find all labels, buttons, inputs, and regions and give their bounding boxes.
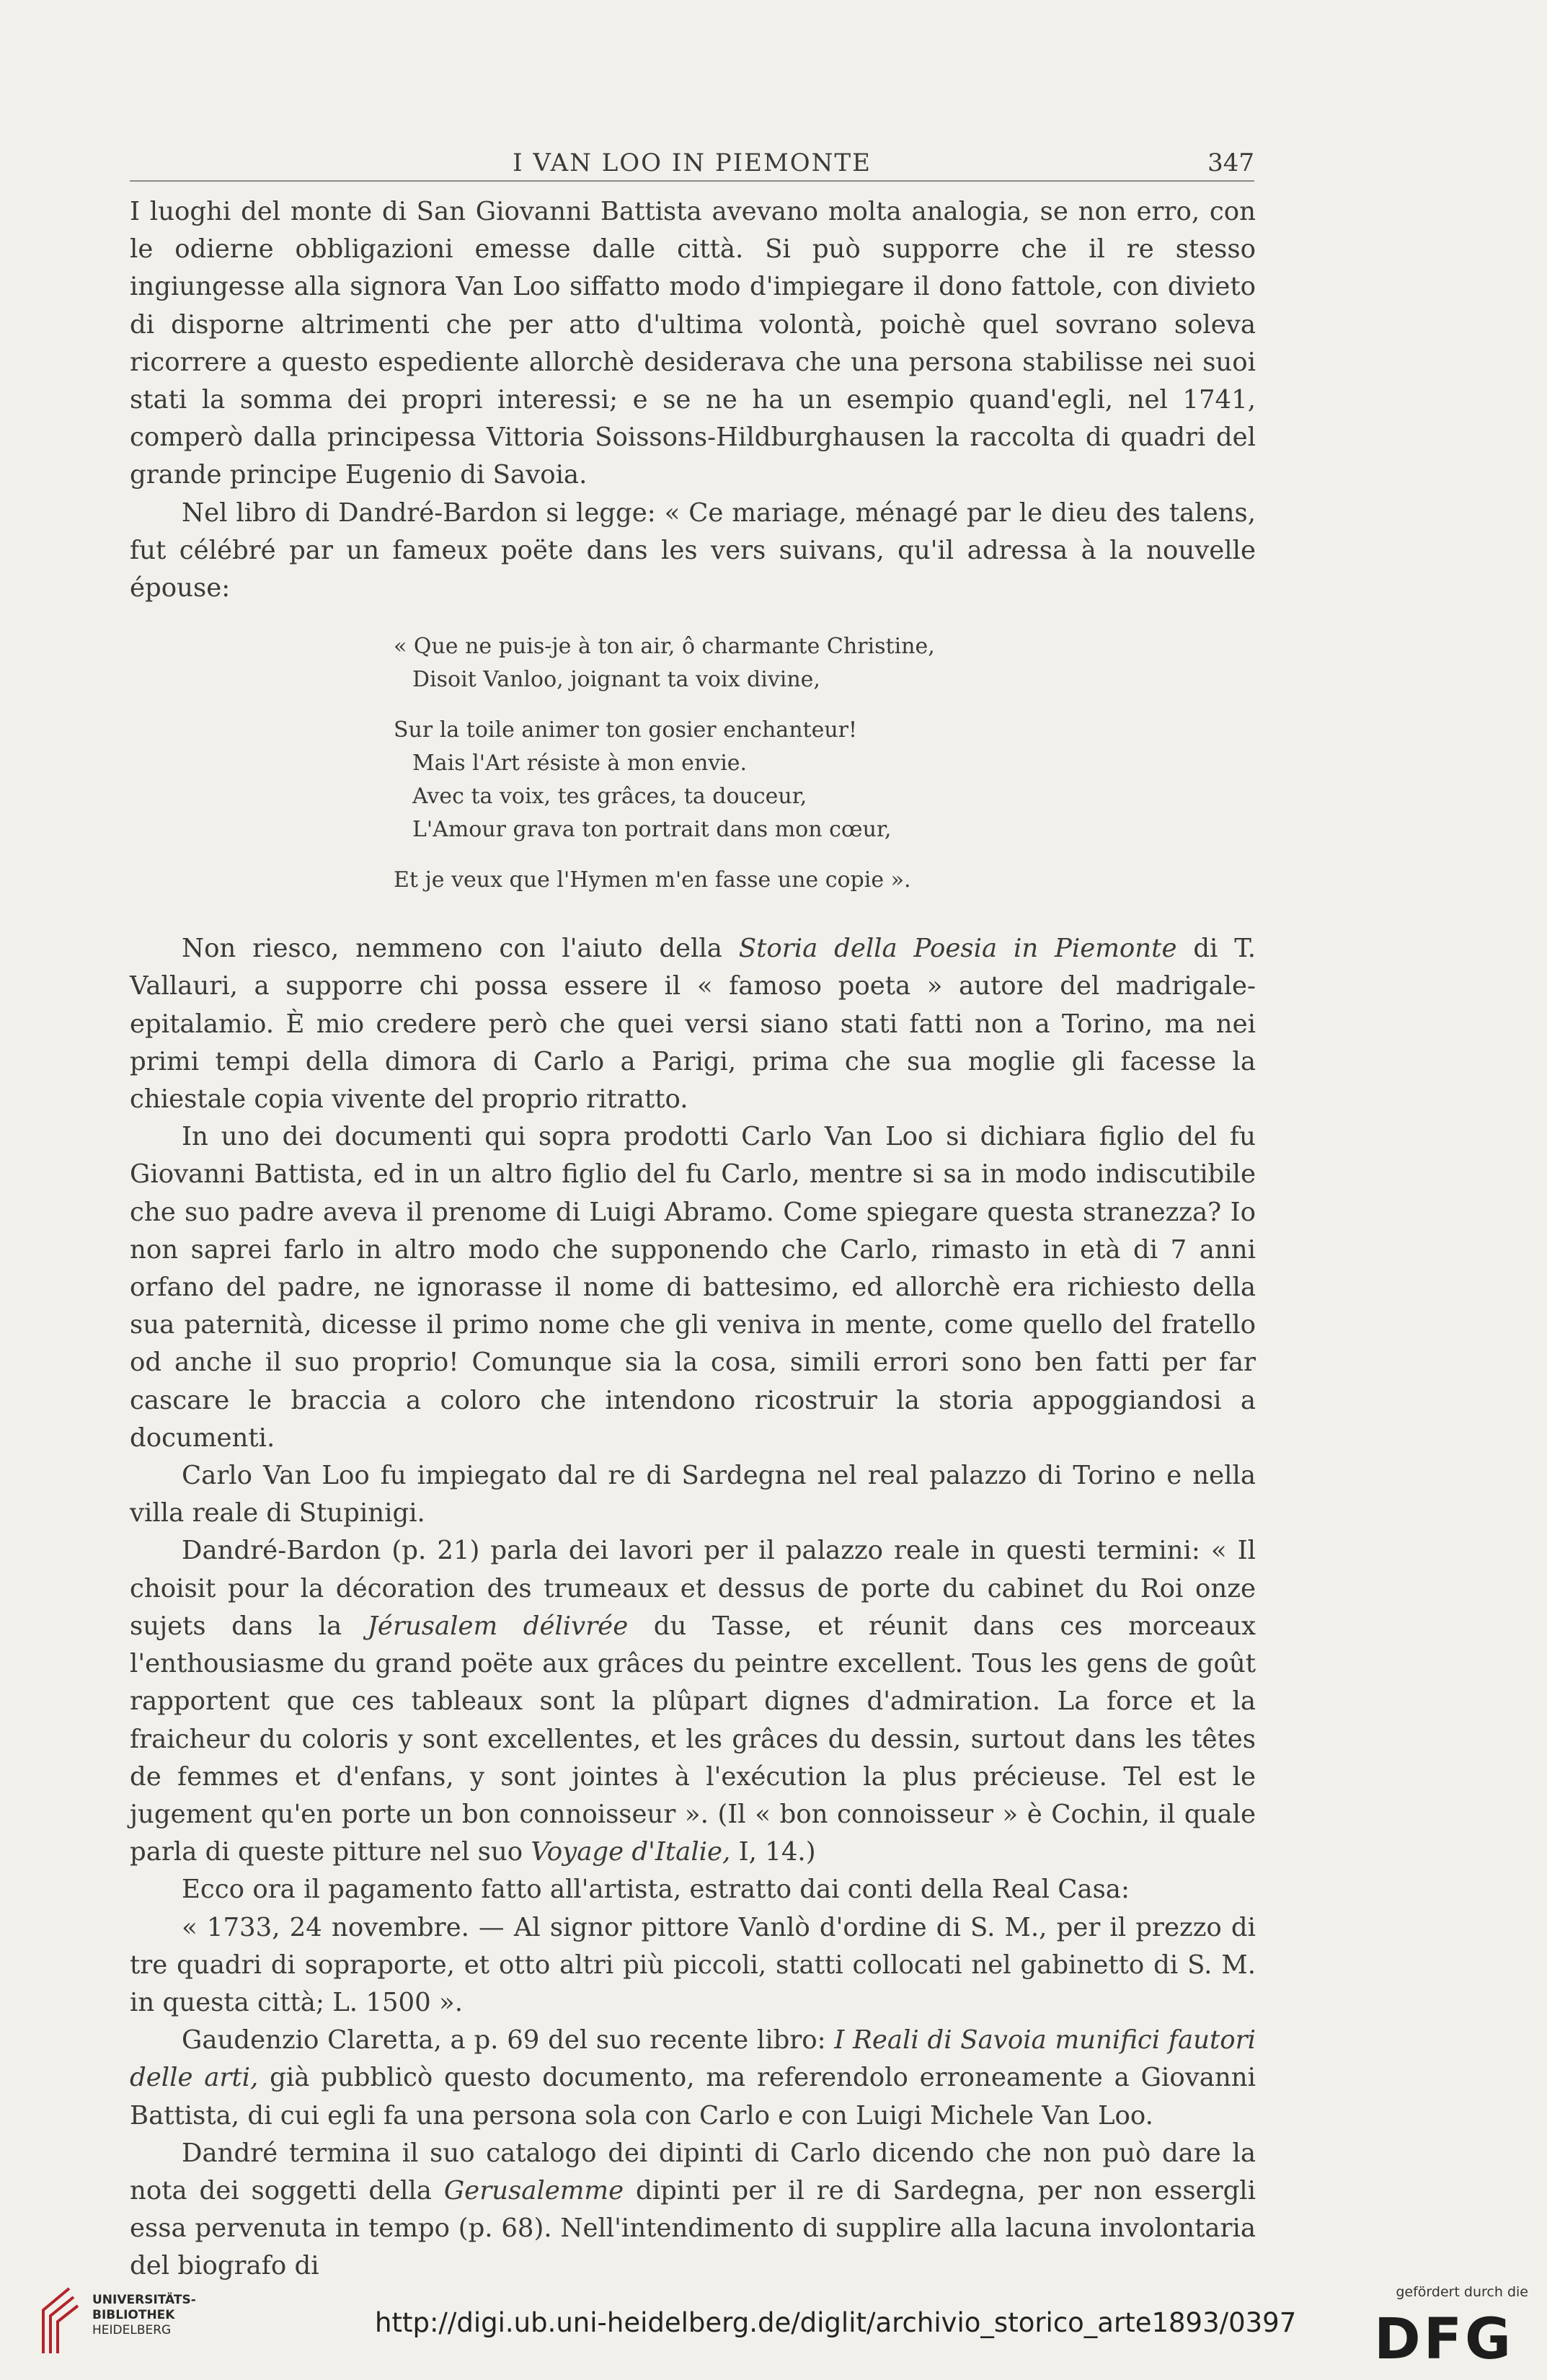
- poem: [130, 630, 1256, 897]
- paragraph-10: Dandré termina il suo catalogo dei dipinti di Carlo dicendo che non può dare la nota dei soggetti della Gerusalemme dipinti per il re di Sardegna, per non essergli essa pervenuta in tempo (p. 68). Nell'intendimento di supplire alla lacuna involontaria del biografo di: [130, 2138, 1256, 2281]
- poem-line-4: Mais l'Art résiste à mon envie.: [412, 751, 748, 777]
- page-number: 347: [1207, 149, 1254, 177]
- work-title-jerusalem: Jérusalem délivrée: [367, 1611, 629, 1641]
- work-title-gerusalemme: Gerusalemme: [443, 2175, 624, 2206]
- permalink-url[interactable]: http://digi.ub.uni-heidelberg.de/diglit/archivio_storico_arte1893/0397: [375, 2307, 1297, 2338]
- paragraph-3: Non riesco, nemmeno con l'aiuto della Storia della Poesia in Piemonte di T. Vallauri, a supporre chi possa essere il « famoso poeta » autore del madrigale-epitalamio. È mio credere però che quei versi siano stati fatti non a Torino, ma nei primi tempi della dimora di Carlo a Parigi, prima che sua moglie gli facesse la chiestale copia vivente del proprio ritratto.: [130, 934, 1256, 1115]
- paragraph-5: Carlo Van Loo fu impiegato dal re di Sardegna nel real palazzo di Torino e nella villa reale di Stupinigi.: [130, 1461, 1256, 1529]
- paragraph-6: Dandré-Bardon (p. 21) parla dei lavori per il palazzo reale in questi termini: « Il choisit pour la décoration des trumeaux et dessus de porte du cabinet du Roi onze sujets dans la Jérusalem délivrée du Tasse, et réunit dans ces morceaux l'enthousiasme du grand poëte aux grâces du peintre excellent. Tous les gens de goût rapportent que ces tableaux sont la plûpart dignes d'admiration. La force et la fraicheur du coloris y sont excellentes, et les grâces du dessin, surtout dans les têtes de femmes et d'enfans, y sont jointes à l'exécution la plus précieuse. Tel est le jugement qu'en porte un bon connoisseur ». (Il « bon connoisseur » è Cochin, il quale parla di queste pitture nel suo Voyage d'Italie, I, 14.): [130, 1536, 1256, 1867]
- paragraph-1: I luoghi del monte di San Giovanni Battista avevano molta analogia, se non erro, con le odierne obbligazioni emesse dalle città. Si può supporre che il re stesso ingiungesse alla signora Van Loo siffatto modo d'impiegare il dono fattole, con divieto di disporne altrimenti che per atto d'ultima volontà, poichè quel sovrano soleva ricorrere a questo espediente allorchè desiderava che una persona stabilisse nei suoi stati la somma dei propri interessi; e se ne ha un esempio quand'egli, nel 1741, comperò dalla principessa Vittoria Soissons-Hildburghausen la raccolta di quadri del grande principe Eugenio di Savoia.: [130, 197, 1256, 490]
- paragraph-7: Ecco ora il pagamento fatto all'artista, estratto dai conti della Real Casa:: [182, 1875, 1130, 1905]
- poem-line-2: Disoit Vanloo, joignant ta voix divine,: [412, 667, 820, 693]
- library-logo-icon: [40, 2284, 81, 2356]
- library-name: UNIVERSITÄTS- BIBLIOTHEK HEIDELBERG: [92, 2293, 196, 2337]
- digitization-footer: [0, 2264, 1547, 2380]
- poem-line-1: « Que ne puis-je à ton air, ô charmante Christine,: [394, 634, 935, 660]
- funded-by-label: gefördert durch die: [1396, 2284, 1528, 2300]
- running-header: [130, 144, 1254, 182]
- book-title-reali: I Reali di Savoia munifici fautori delle arti,: [130, 2025, 1256, 2093]
- running-title: I VAN LOO IN PIEMONTE: [513, 149, 872, 177]
- paragraph-8: « 1733, 24 novembre. — Al signor pittore Vanlò d'ordine di S. M., per il prezzo di tre quadri di sopraporte, et otto altri più piccoli, statti collocati nel gabinetto di S. M. in questa città; L. 1500 ».: [130, 1912, 1256, 2017]
- article-body: [130, 193, 1256, 2286]
- poem-line-5: Avec ta voix, tes grâces, ta douceur,: [412, 784, 807, 810]
- poem-line-7: Et je veux que l'Hymen m'en fasse une copie ».: [394, 867, 911, 893]
- paragraph-2: Nel libro di Dandré-Bardon si legge: « Ce mariage, ménagé par le dieu des talens, fut célébré par un fameux poëte dans les vers suivans, qu'il adressa à la nouvelle épouse:: [130, 497, 1256, 603]
- poem-line-6: L'Amour grava ton portrait dans mon cœur,: [412, 817, 892, 843]
- dfg-logo: DFG: [1374, 2307, 1515, 2372]
- book-title-voyage: Voyage d'Italie,: [531, 1837, 731, 1867]
- paragraph-4: In uno dei documenti qui sopra prodotti Carlo Van Loo si dichiara figlio del fu Giovanni Battista, ed in un altro figlio del fu Carlo, mentre si sa in modo indiscutibile che suo padre aveva il prenome di Luigi Abramo. Come spiegare questa stranezza? Io non saprei farlo in altro modo che supponendo che Carlo, rimasto in età di 7 anni orfano del padre, ne ignorasse il nome di battesimo, ed allorchè era richiesto della sua paternità, dicesse il primo nome che gli veniva in mente, come quello del fratello od anche il suo proprio! Comunque sia la cosa, simili errori sono ben fatti per far cascare le braccia a coloro che intendono ricostruir la storia appoggiandosi a documenti.: [130, 1122, 1256, 1453]
- paragraph-9: Gaudenzio Claretta, a p. 69 del suo recente libro: I Reali di Savoia munifici fautori delle arti, già pubblicò questo documento, ma referendolo erroneamente a Giovanni Battista, di cui egli fa una persona sola con Carlo e con Luigi Michele Van Loo.: [130, 2025, 1256, 2131]
- poem-line-3: Sur la toile animer ton gosier enchanteur!: [394, 717, 858, 743]
- book-title-storia: Storia della Poesia in Piemonte: [738, 934, 1177, 964]
